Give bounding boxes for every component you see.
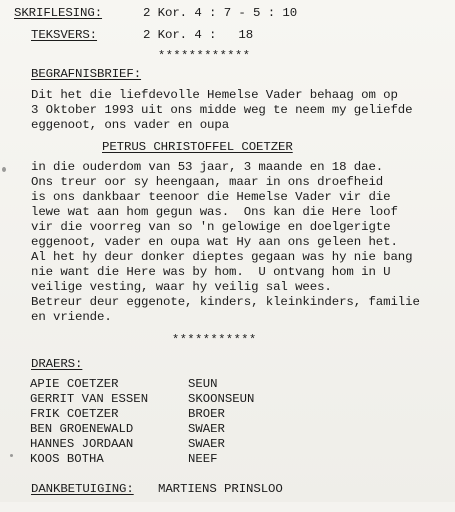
- body-line-8: nie want die Here was by hom. U ontvang hom in U: [31, 265, 391, 279]
- body-line-7: Al het hy deur donker dieptes gegaan was hy nie bang: [31, 250, 413, 264]
- paper-speck: [10, 454, 13, 457]
- body-line-2: Ons treur oor sy heengaan, maar in ons droefheid: [31, 175, 384, 189]
- deceased-name: PETRUS CHRISTOFFEL COETZER: [102, 140, 293, 154]
- body-line-11: en vriende.: [31, 310, 112, 324]
- body-line-10: Betreur deur eggenote, kinders, kleinkinders, familie: [31, 295, 420, 309]
- draers-label: DRAERS:: [31, 357, 83, 371]
- body-line-5: vir die voorreg van so 'n gelowige en doelgerigte: [31, 220, 391, 234]
- intro-line-2: 3 Oktober 1993 uit ons midde weg te neem my geliefde: [31, 103, 413, 117]
- draer-name: BEN GROENEWALD: [30, 422, 134, 436]
- draer-relation: SWAER: [188, 437, 225, 451]
- draer-name: FRIK COETZER: [30, 407, 119, 421]
- teksvers-value: 2 Kor. 4 : 18: [143, 28, 254, 42]
- body-line-1: in die ouderdom van 53 jaar, 3 maande en 18 dae.: [31, 160, 384, 174]
- body-line-4: lewe wat aan hom gegun was. Ons kan die Here loof: [31, 205, 398, 219]
- draer-relation: NEEF: [188, 452, 218, 466]
- teksvers-label: TEKSVERS:: [31, 28, 98, 42]
- draer-relation: SEUN: [188, 377, 218, 391]
- body-line-6: eggenoot, vader en oupa wat Hy aan ons geleen het.: [31, 235, 398, 249]
- body-line-9: veilige vesting, waar hy veilig sal wees.: [31, 280, 332, 294]
- header-stars-divider: ************: [158, 49, 251, 63]
- draer-name: KOOS BOTHA: [30, 452, 104, 466]
- paper-speck: [2, 167, 6, 172]
- skriflesing-value: 2 Kor. 4 : 7 - 5 : 10: [143, 6, 298, 20]
- begrafnisbrief-label: BEGRAFNISBRIEF:: [31, 67, 142, 81]
- skriflesing-label: SKRIFLESING:: [14, 6, 103, 20]
- draer-name: GERRIT VAN ESSEN: [30, 392, 149, 406]
- draer-name: HANNES JORDAAN: [30, 437, 134, 451]
- body-stars-divider: ***********: [172, 333, 257, 347]
- draer-relation: BROER: [188, 407, 225, 421]
- intro-line-3: eggenoot, ons vader en oupa: [31, 118, 230, 132]
- body-line-3: is ons dankbaar teenoor die Hemelse Vader vir die: [31, 190, 391, 204]
- intro-line-1: Dit het die liefdevolle Hemelse Vader behaag om op: [31, 88, 398, 102]
- draer-name: APIE COETZER: [30, 377, 119, 391]
- draer-relation: SKOONSEUN: [188, 392, 255, 406]
- dankbetuiging-label: DANKBETUIGING:: [31, 482, 134, 496]
- draer-relation: SWAER: [188, 422, 225, 436]
- dankbetuiging-value: MARTIENS PRINSLOO: [158, 482, 283, 496]
